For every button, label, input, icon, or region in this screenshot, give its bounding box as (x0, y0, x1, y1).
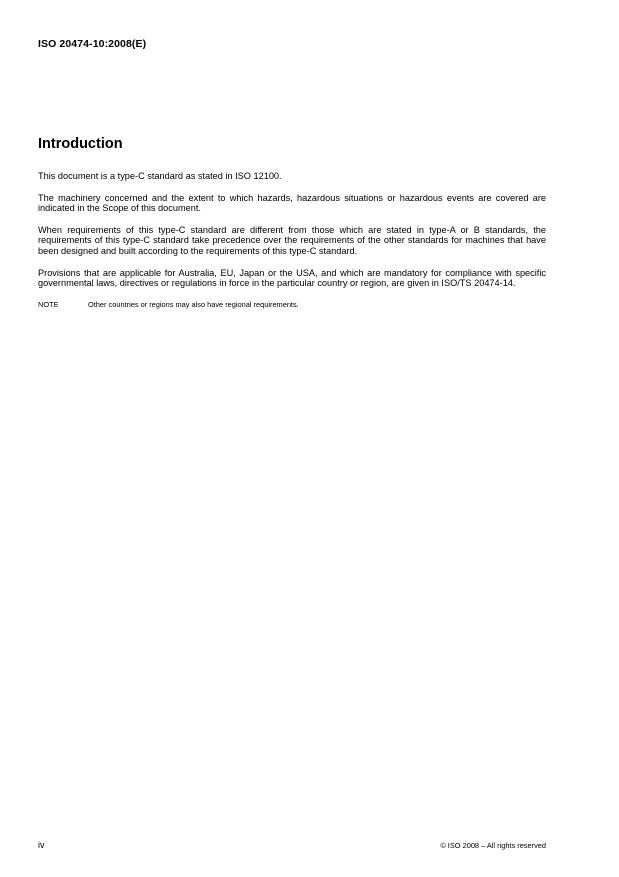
document-id: ISO 20474-10:2008(E) (38, 38, 147, 50)
paragraph-2: The machinery concerned and the extent to which hazards, hazardous situations or hazardous events are covered are indicated in the Scope of this document. (38, 192, 546, 214)
paragraph-4: Provisions that are applicable for Australia, EU, Japan or the USA, and which are mandatory for compliance with specific governmental laws, directives or regulations in force in the particular country or region, are given in ISO/TS 20474-14. (38, 267, 546, 289)
section-body (38, 171, 546, 309)
note-text: Other countries or regions may also have regional requirements. (88, 299, 299, 309)
copyright-notice: © ISO 2008 – All rights reserved (440, 841, 546, 850)
paragraph-1: This document is a type-C standard as stated in ISO 12100. (38, 171, 282, 181)
section-title: Introduction (38, 136, 123, 152)
page-number: iv (38, 840, 45, 850)
paragraph-3: When requirements of this type-C standard are different from those which are stated in type-A or B standards, the requirements of this type-C standard take precedence over the requirements of the other standards for machines that have been designed and built according to the requirements of this type-C standard. (38, 224, 546, 256)
note (38, 300, 546, 309)
note-label: NOTE (38, 299, 59, 309)
